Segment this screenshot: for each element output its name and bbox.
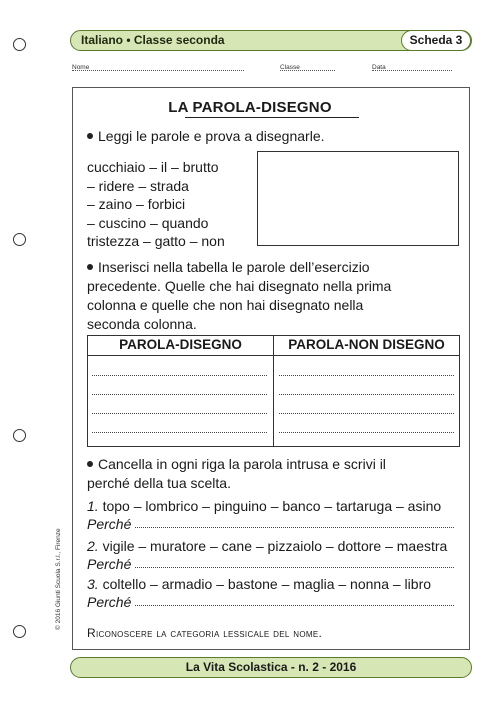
table-divider (273, 336, 274, 446)
drawing-box[interactable] (257, 151, 459, 246)
data-label: Data (372, 64, 386, 71)
item-text: coltello – armadio – bastone – maglia – nonna – libro (102, 576, 432, 592)
perche-label: Perché (87, 556, 132, 572)
table-row-line[interactable] (92, 393, 267, 395)
item-number: 1. (87, 498, 99, 514)
classe-field[interactable] (280, 64, 335, 71)
column-header-non-disegno: PAROLA-NON DISEGNO (288, 337, 445, 352)
exercise2-instruction: Inserisci nella tabella le parole dell’esercizio precedente. Quelle che hai disegnato nella prima colonna e quelle che non hai disegnato nella seconda colonna. (87, 259, 392, 332)
copyright-text: © 2016 Giunti Scuola S.r.l., Firenze (55, 528, 62, 630)
scheda-label: Scheda 3 (401, 30, 471, 51)
footer-bar: La Vita Scolastica - n. 2 - 2016 (70, 657, 472, 678)
word-line: tristezza – gatto – non (87, 233, 225, 249)
column-header-disegno: PAROLA-DISEGNO (119, 337, 242, 352)
words-table (87, 335, 460, 447)
exercise3-item-1 (87, 497, 441, 515)
word-line: – ridere – strada (87, 177, 189, 194)
exercise1-instruction: Leggi le parole e prova a disegnarle. (87, 127, 457, 146)
perche-answer-line[interactable] (135, 605, 454, 606)
table-row-line[interactable] (279, 393, 454, 395)
title-underline (185, 117, 359, 118)
binder-hole-bottom (13, 625, 26, 638)
perche-answer-line[interactable] (135, 567, 454, 568)
bullet-icon (87, 264, 93, 270)
word-line: – zaino – forbici (87, 196, 186, 212)
classe-label: Classe (280, 64, 300, 71)
table-row-line[interactable] (279, 374, 454, 376)
table-row-line[interactable] (279, 431, 454, 433)
binder-hole-top (13, 38, 26, 51)
table-row-line[interactable] (92, 374, 267, 376)
table-row-line[interactable] (279, 412, 454, 414)
exercise3-instruction: Cancella in ogni riga la parola intrusa e scrivi il perché della tua scelta. (87, 456, 386, 491)
word-line: – cuscino – quando (87, 214, 209, 231)
item-text: topo – lombrico – pinguino – banco – tartaruga – asino (102, 498, 442, 514)
subject-label: Italiano • Classe seconda (81, 33, 225, 47)
exercise3-item-3 (87, 575, 431, 593)
learning-objective: Riconoscere la categoria lessicale del nome. (87, 626, 323, 640)
worksheet-title: LA PAROLA-DISEGNO (168, 99, 332, 116)
binder-hole-upper (13, 233, 26, 246)
nome-label: Nome (72, 64, 90, 71)
item-text: vigile – muratore – cane – pizzaiolo – dottore – maestra (102, 538, 448, 554)
item-number: 3. (87, 576, 99, 592)
perche-label: Perché (87, 594, 132, 610)
binder-hole-lower (13, 429, 26, 442)
header-bar (70, 30, 472, 51)
nome-field[interactable] (72, 64, 244, 71)
perche-label: Perché (87, 516, 132, 532)
bullet-icon (87, 461, 93, 467)
exercise1-word-list (87, 158, 225, 251)
item-number: 2. (87, 538, 99, 554)
table-row-line[interactable] (92, 412, 267, 414)
table-row-line[interactable] (92, 431, 267, 433)
bullet-icon (87, 133, 93, 139)
data-field[interactable] (372, 64, 452, 71)
word-line: cucchiaio – il – brutto (87, 159, 219, 175)
perche-answer-line[interactable] (135, 527, 454, 528)
exercise3-item-2 (87, 537, 447, 555)
